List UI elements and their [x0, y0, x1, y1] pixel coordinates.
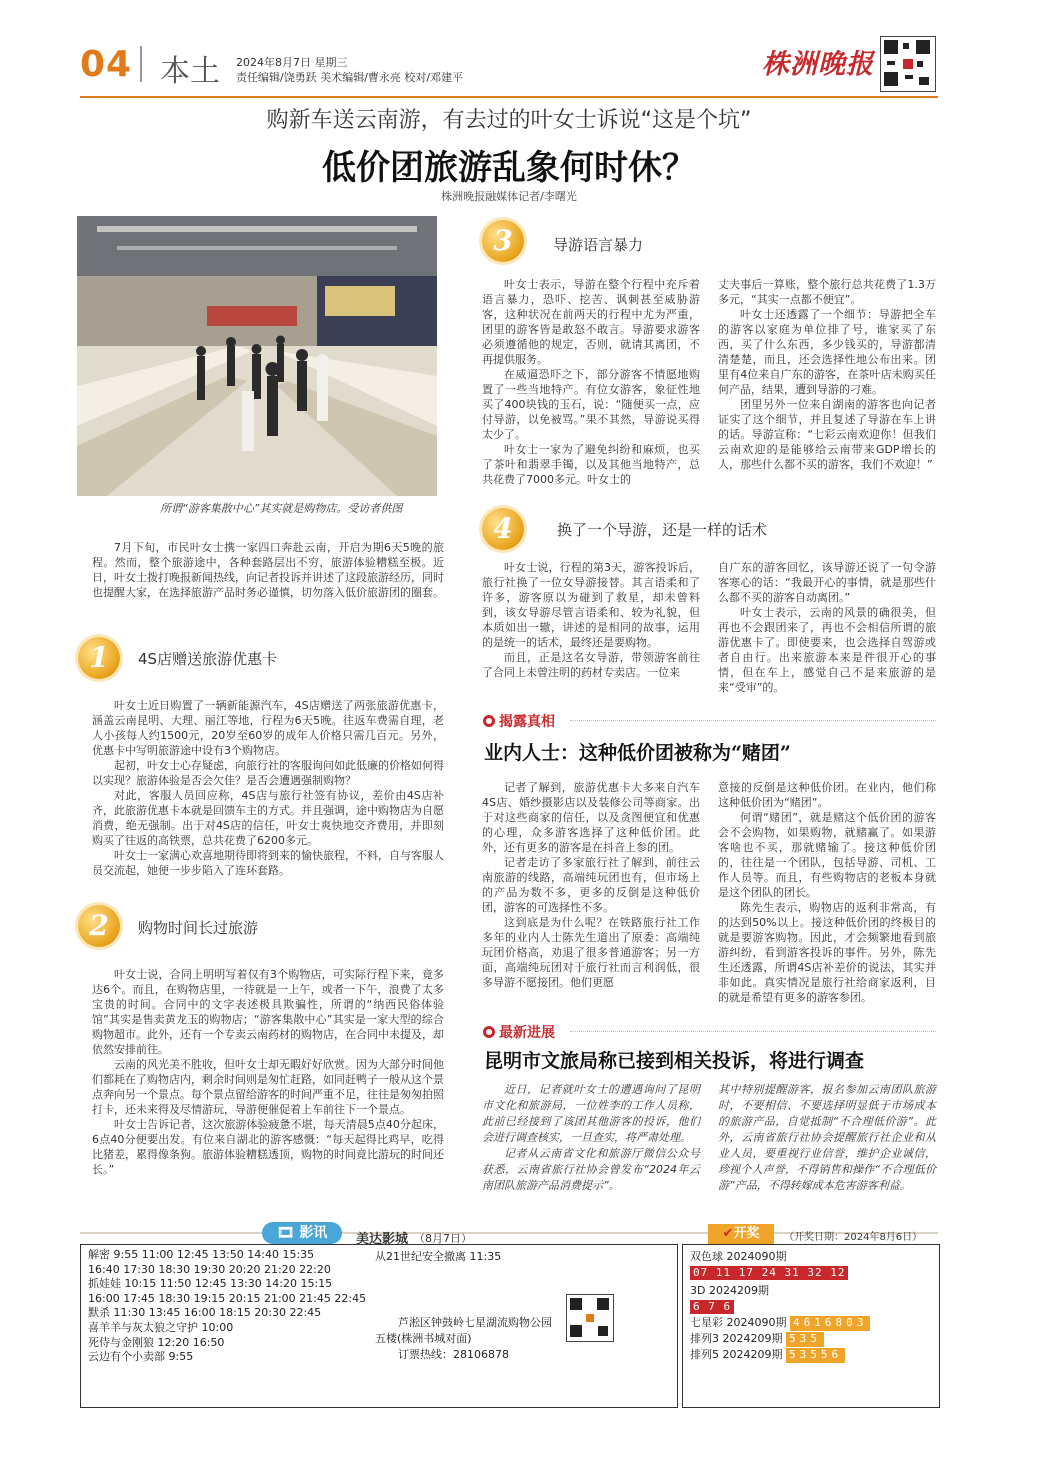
- paragraph: 何谓“赌团”，就是赌这个低价团的游客会不会购物，如果购物，就赌赢了。如果游客啥也不买，那就赌输了。接这种低价团的，往往是一个团队，包括导游、司机、工作人员等。而且，有些购物店的老板本身就是这个团队的团长。: [718, 811, 936, 899]
- film-showtimes: 16:00 17:45 18:30 19:15 20:15 21:00 21:45 22:45: [88, 1291, 367, 1305]
- issue-date: 2024年8月7日 星期三: [236, 56, 348, 69]
- paragraph: 在威逼恐吓之下，部分游客不情愿地购置了一些当地特产。有位女游客，象征性地买了400块钱的玉石，说：“随便买一点，应付导游，以免被骂。”果不其然，导游说买得太少了。: [482, 368, 700, 441]
- section-3-col-1: [482, 277, 700, 487]
- section-3-title: 导游语言暴力: [553, 236, 644, 254]
- lottery-draw-ssq: [690, 1250, 848, 1280]
- draw-numbers: 53556: [786, 1348, 845, 1363]
- film-showtimes: 16:40 17:30 18:30 19:30 20:20 21:20 22:20: [88, 1262, 331, 1276]
- paragraph: 记者了解到，旅游优惠卡大多来自汽车4S店、婚纱摄影店以及装修公司等商家。出于对这些商家的信任，以及贪图便宜和优惠的心理，众多游客选择了这种低价团。此外，还有更多的游客是在抖音上参的团。: [482, 781, 700, 854]
- film-showtimes: 默杀 11:30 13:45 16:00 18:15 20:30 22:45: [88, 1306, 322, 1320]
- section-name: 本土: [160, 54, 220, 89]
- header-rule: [80, 96, 938, 98]
- draw-numbers: 07 11 17 24 31 32 12: [690, 1266, 848, 1281]
- qr-code-icon: [566, 1294, 614, 1342]
- draw-name: 排列3: [690, 1332, 719, 1345]
- check-icon: ✔: [722, 1226, 734, 1241]
- film-showtimes: 抓娃娃 10:15 11:50 12:45 13:30 14:20 15:15: [88, 1277, 333, 1291]
- lottery-draw-pl5: [690, 1348, 845, 1363]
- lottery-draw-7xc: [690, 1316, 870, 1331]
- film-showtimes: 死侍与金刚狼 12:20 16:50: [88, 1335, 225, 1349]
- paragraph: 近日，记者就叶女士的遭遇询问了昆明市文化和旅游局，一位姓李的工作人员称，此前已经接到了该团其他游客的投诉，他们会进行调查核实，一旦查实，将严肃处理。: [482, 1083, 700, 1144]
- update-tag: [483, 1022, 555, 1042]
- film-date: （8月7日）: [414, 1232, 472, 1245]
- paragraph: 记者走访了多家旅行社了解到，前往云南旅游的线路，高端纯玩团也有，但市场上的产品为数不多，更多的反倒是这种低价团，游客的可选择性不多。: [482, 856, 700, 914]
- section-1-badge: 1: [78, 637, 120, 679]
- section-1-title: 4S店赠送旅游优惠卡: [138, 650, 278, 668]
- draw-issue: 2024209期: [722, 1332, 783, 1345]
- paragraph: 叶女士表示，云南的风景的确很美，但再也不会跟团来了，再也不会相信所谓的旅游优惠卡了。即使要来，也会选择自驾游或者自由行。出来旅游本来是件很开心的事情，但在车上，感觉自己不是来旅游的是来“受审”的。: [718, 606, 936, 694]
- lottery-draw-pl3: [690, 1332, 824, 1347]
- update-tag-label: 最新进展: [499, 1025, 555, 1041]
- intro-text: 7月下旬，市民叶女士携一家四口奔赴云南，开启为期6天5晚的旅程。然而，整个旅游途中，各种套路层出不穷，旅游体验糟糕至极。近日，叶女士拨打晚报新闻热线，向记者投诉并讲述了这段旅游经历，同时也提醒大家，在选择旅游产品时务必谨慎，切勿落入低价旅游团的圈套。: [92, 541, 444, 599]
- film-extra: 从21世纪安全撤离 11:35: [375, 1250, 502, 1263]
- qr-code-icon: [880, 36, 936, 92]
- paragraph: 陈先生表示，购物店的返利非常高，有的达到50%以上。接这种低价团的终极目的就是要游客购物。因此，才会频繁地看到旅游纠纷，看到游客投诉的事件。另外，陈先生还透露，所谓4S店补差价的说法，其实并非如此。真实情况是旅行社给商家返利，目的就是希望有更多的游客参团。: [718, 901, 936, 1004]
- cinema-name: 美达影城: [356, 1232, 409, 1247]
- shopping-mall-illustration: [77, 216, 437, 496]
- truth-title: 业内人士：这种低价团被称为“赌团”: [484, 742, 791, 764]
- draw-name: 3D: [690, 1284, 706, 1297]
- paragraph: 对此，客服人员回应称，4S店与旅行社签有协议，差价由4S店补齐，此旅游优惠卡本就是回馈车主的方式。并且强调，途中购物店为自愿消费，绝无强制。出于对4S店的信任，叶女士爽快地交齐费用，并即刻购买了往返的高铁票，总共花费了6200多元。: [92, 789, 444, 847]
- paragraph: 丈夫事后一算账，整个旅行总共花费了1.3万多元，“其实一点都不便宜”。: [718, 278, 936, 306]
- draw-name: 排列5: [690, 1348, 719, 1361]
- section-4-badge: 4: [482, 508, 524, 550]
- paragraph: 自广东的游客回忆，该导游还说了一句令游客寒心的话：“我最开心的事情，就是那些什么都不买的游客自动离团。”: [718, 561, 936, 604]
- paragraph: 而且，正是这名女导游，带领游客前往了合同上未曾注明的药材专卖店。一位来: [482, 651, 700, 679]
- lottery-header-label: 开奖: [733, 1226, 760, 1241]
- draw-numbers: 535: [786, 1332, 824, 1347]
- truth-col-2: [718, 780, 936, 1005]
- section-2-badge: 2: [78, 905, 120, 947]
- photo-caption: 所谓“游客集散中心”其实就是购物店。受访者供图: [160, 502, 403, 515]
- film-showtimes: 云边有个小卖部 9:55: [88, 1350, 194, 1364]
- paragraph: 其中特别提醒游客，报名参加云南团队旅游时，不要相信、不要选择明显低于市场成本的旅游产品，自觉抵制“不合理低价游”。此外，云南省旅行社协会提醒旅行社企业和从业人员，要重视行业信誉，维护企业诚信，珍视个人声誉，不得销售和操作“不合理低价游”产品，不得转嫁成本危害游客利益。: [718, 1083, 936, 1192]
- draw-numbers: 6 7 6: [690, 1300, 734, 1315]
- section-4-col-1: [482, 560, 700, 680]
- film-schedule: [88, 1248, 366, 1365]
- update-title: 昆明市文旅局称已接到相关投诉，将进行调查: [484, 1050, 865, 1072]
- paragraph: 叶女士告诉记者，这次旅游体验疲惫不堪，每天清晨5点40分起床，6点40分便要出发。有位来自湖北的游客感慨：“每天起得比鸡早，吃得比猪差，累得像条狗。旅游体验糟糕透顶，购物的时间竟比游玩的时间还长。”: [92, 1118, 444, 1176]
- draw-issue: 2024209期: [722, 1348, 783, 1361]
- paragraph: 叶女士还透露了一个细节：导游把全车的游客以家庭为单位排了号，谁家买了东西，买了什么东西，多少钱买的，导游都清清楚楚，而且，还会选择性地公布出来。团里有4位来自广东的游客，在茶叶店未购买任何产品，结果，遭到导游的刁难。: [718, 308, 936, 396]
- page-number: 04: [80, 44, 133, 85]
- paragraph: 叶女士一家为了避免纠纷和麻烦，也买了茶叶和翡翠手镯，以及其他当地特产，总共花费了7000多元。叶女士的: [482, 443, 700, 486]
- section-2-title: 购物时间长过旅游: [138, 919, 259, 937]
- cinema-address-line-1: 芦淞区钟鼓岭七星湖流购物公园: [398, 1316, 552, 1329]
- draw-name: 双色球: [690, 1250, 723, 1263]
- section-3-badge: 3: [482, 220, 524, 262]
- lottery-draw-3d: [690, 1284, 769, 1314]
- update-col-1: [482, 1082, 700, 1194]
- draw-name: 七星彩: [690, 1316, 723, 1329]
- section-1-body: [92, 698, 444, 878]
- draw-numbers: 4616803: [790, 1316, 870, 1331]
- paragraph: 叶女士表示，导游在整个行程中充斥着语言暴力，恐吓、挖苦、讽刺甚至威胁游客，这种状况在前两天的行程中尤为严重，团里的游客皆是敢怒不敢言。导游要求游客必须遵循他的规定，否则，就请其离团，不再提供服务。: [482, 278, 700, 366]
- film-showtimes: 喜羊羊与灰太狼之守护 10:00: [88, 1320, 234, 1334]
- film-header: [262, 1222, 342, 1244]
- truth-tag-label: 揭露真相: [499, 714, 555, 730]
- update-col-2: [718, 1082, 936, 1194]
- article-photo: [77, 216, 437, 496]
- tag-dot-icon: [483, 1026, 495, 1038]
- truth-col-1: [482, 780, 700, 990]
- lottery-header: [708, 1224, 774, 1244]
- newspaper-logo: 株洲晚报: [762, 49, 874, 80]
- tag-dot-icon: [483, 715, 495, 727]
- paragraph: 云南的风光美不胜收，但叶女士却无暇好好欣赏。因为大部分时间他们都耗在了购物店内，剩余时间则是匆忙赶路，如同赶鸭子一般从这个景点奔向另一个景点。每个景点留给游客的时间严重不足，往往是匆匆拍照打卡，还未来得及尽情游玩，导游便催促着上车前往下一个景点。: [92, 1058, 444, 1116]
- paragraph: 记者从云南省文化和旅游厅微信公众号获悉，云南省旅行社协会曾发布“2024年云南团队旅游产品消费提示”。: [482, 1147, 700, 1192]
- divider: [570, 720, 936, 721]
- paragraph: 叶女士说，合同上明明写着仅有3个购物店，可实际行程下来，竟多达6个。而且，在购物店里，一待就是一上午，或者一下午，浪费了太多宝贵的时间。合同中的文字表述极具欺骗性，所谓的“纳西民俗体验馆”其实是售卖黄龙玉的购物店；“游客集散中心”其实是一家大型的综合购物超市。此外，还有一个专卖云南药材的购物店，在合同中未提及，却依然安排前往。: [92, 968, 444, 1056]
- booking-hotline: 订票热线：28106878: [398, 1348, 509, 1361]
- headline: 低价团旅游乱象何时休？: [322, 148, 696, 188]
- film-reel-icon: 🎞: [276, 1225, 300, 1241]
- film-header-label: 影讯: [299, 1225, 328, 1241]
- paragraph: 叶女士一家满心欢喜地期待即将到来的愉快旅程，不料，自与客服人员交流起，她便一步步陷入了连环套路。: [92, 849, 444, 877]
- lottery-date: （开奖日期：2024年8月6日）: [784, 1232, 923, 1243]
- draw-issue: 2024090期: [726, 1316, 787, 1329]
- section-2-body: [92, 967, 444, 1177]
- paragraph: 叶女士近日购置了一辆新能源汽车，4S店赠送了两张旅游优惠卡，涵盖云南昆明、大理、丽江等地，行程为6天5晚。往返车费需自理，老人小孩每人约1500元，20岁至60岁的成年人价格只需几百元。另外，优惠卡中写明旅游途中设有3个购物店。: [92, 699, 444, 757]
- subheadline: 购新车送云南游，有去过的叶女士诉说“这是个坑”: [266, 108, 752, 133]
- cinema-address-line-2: 五楼(株洲书城对面): [375, 1332, 472, 1345]
- section-3-col-2: [718, 277, 936, 472]
- paragraph: 意接的反倒是这种低价团。在业内，他们称这种低价团为“赌团”。: [718, 781, 936, 809]
- paragraph: 起初，叶女士心存疑虑，向旅行社的客服询问如此低廉的价格如何得以实现？旅游体验是否会欠佳？是否会遭遇强制购物？: [92, 759, 444, 787]
- draw-issue: 2024090期: [726, 1250, 787, 1263]
- section-4-title: 换了一个导游，还是一样的话术: [557, 521, 768, 539]
- section-4-col-2: [718, 560, 936, 695]
- truth-tag: [483, 711, 555, 731]
- intro-paragraph: [92, 540, 444, 600]
- editor-credits: 责任编辑/饶勇跃 美术编辑/曹永亮 校对/邓建平: [236, 71, 464, 84]
- paragraph: 团里另外一位来自湖南的游客也向记者证实了这个细节，并且复述了导游在车上讲的话。导游宣称：“七彩云南欢迎你！但我们云南欢迎的是能够给云南带来GDP增长的人，那些什么都不买的游客，我们不欢迎！”: [718, 398, 936, 471]
- paragraph: 叶女士说，行程的第3天，游客投诉后，旅行社换了一位女导游接替。其言语柔和了许多，游客原以为碰到了救星，却未曾料到，该女导游尽管言语柔和、较为礼貌，但本质如出一辙，讲述的是相同的故事，运用的是统一的话术，最终还是要购物。: [482, 561, 700, 649]
- draw-issue: 2024209期: [708, 1284, 769, 1297]
- paragraph: 这到底是为什么呢？在铁路旅行社工作多年的业内人士陈先生道出了原委：高端纯玩团价格高，劝退了很多普通游客；另一方面，高端纯玩团对于旅行社而言利润低，很多导游不愿接团。他们更愿: [482, 916, 700, 989]
- film-showtimes: 解密 9:55 11:00 12:45 13:50 14:40 15:35: [88, 1248, 315, 1261]
- divider: [570, 1031, 936, 1032]
- divider: [140, 46, 142, 82]
- byline: 株洲晚报融媒体记者/李曙光: [441, 190, 577, 203]
